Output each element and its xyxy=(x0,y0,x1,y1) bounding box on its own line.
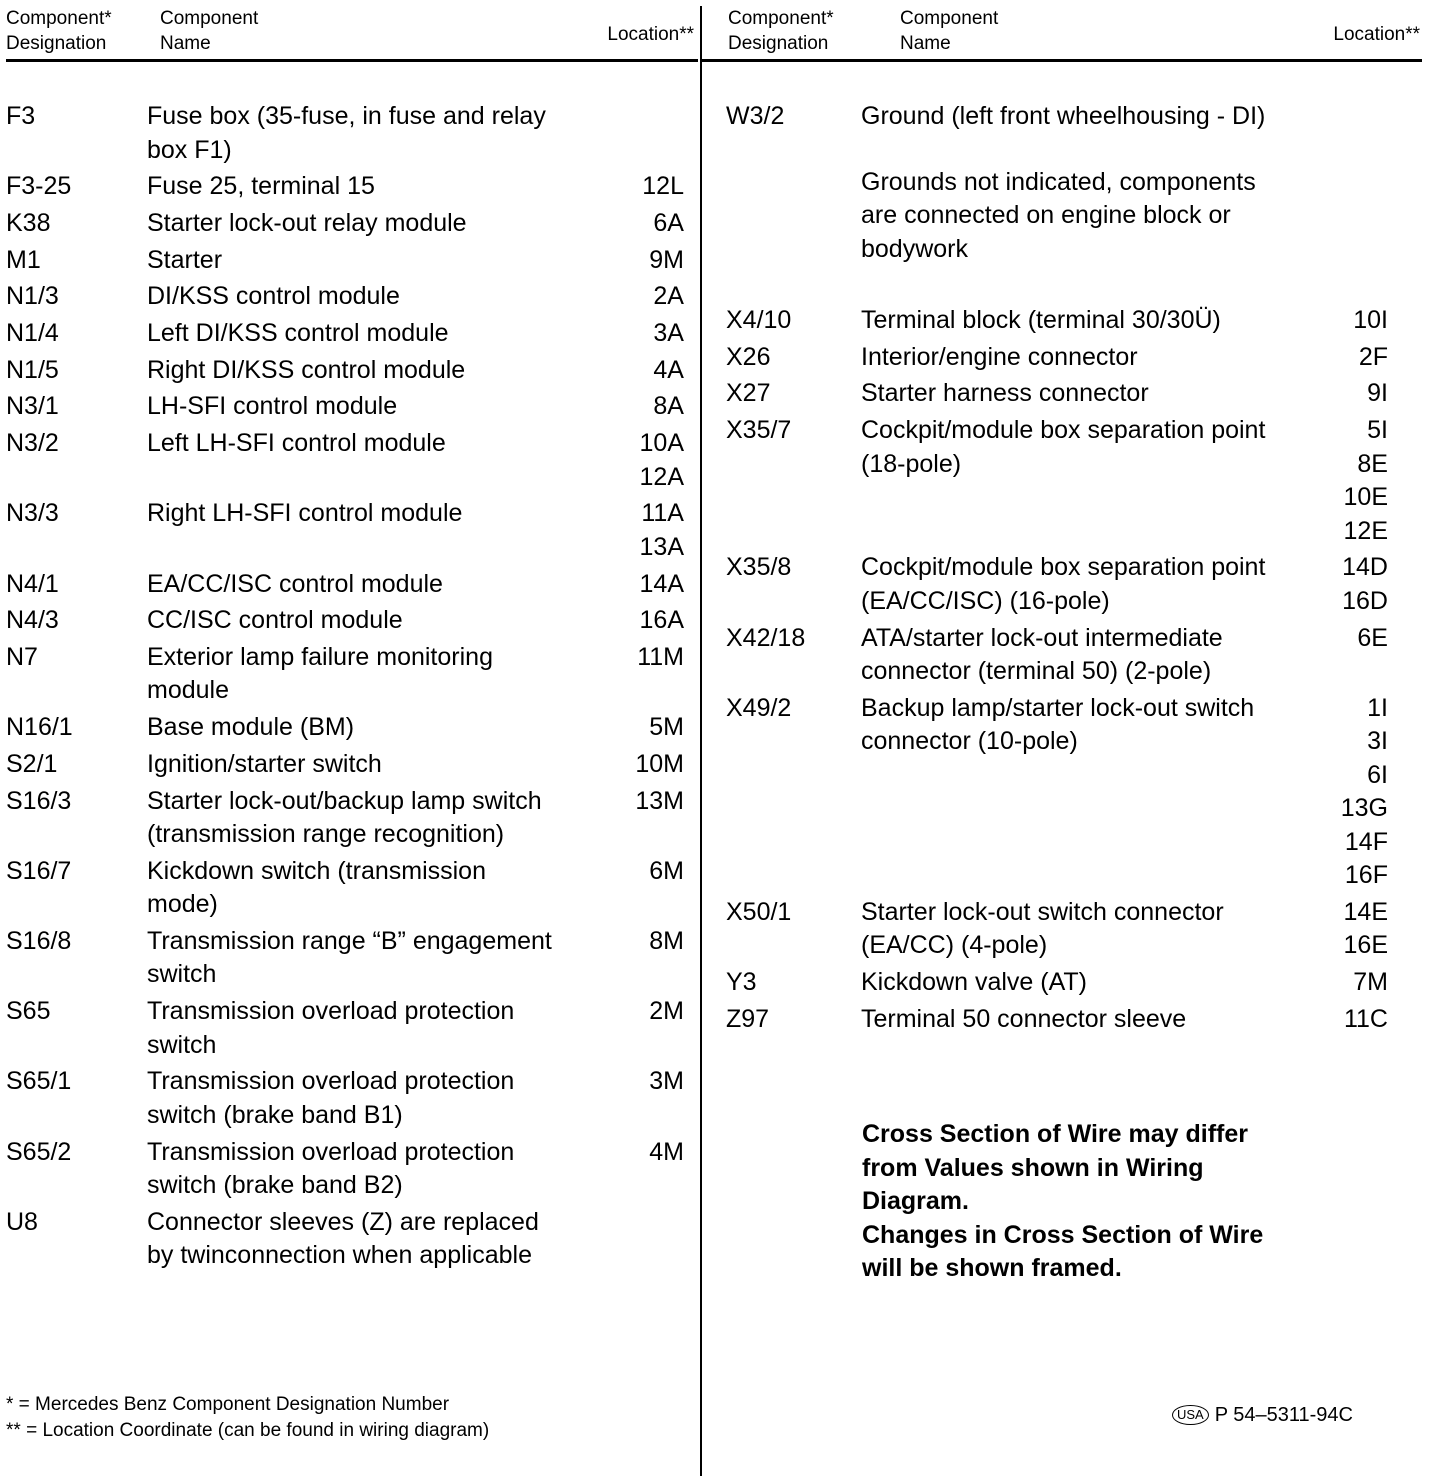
component-row xyxy=(726,1003,1426,1037)
component-location xyxy=(604,317,684,351)
component-name-line: (18-pole) xyxy=(861,449,962,478)
component-location xyxy=(1308,551,1388,618)
component-name xyxy=(147,244,222,278)
location-coordinate: 16F xyxy=(1344,861,1388,890)
component-row xyxy=(726,304,1426,338)
component-designation: S65 xyxy=(6,997,51,1026)
component-row xyxy=(6,497,706,564)
component-location xyxy=(1308,622,1388,656)
component-location xyxy=(604,170,684,204)
component-name xyxy=(147,390,397,424)
component-name-line: Transmission overload protection xyxy=(147,997,515,1026)
header-rule xyxy=(702,59,1422,62)
component-name-line: Cockpit/module box separation point xyxy=(861,416,1266,445)
component-designation: S65/1 xyxy=(6,1067,72,1096)
location-coordinate: 5M xyxy=(649,713,684,742)
component-name xyxy=(147,711,354,745)
component-designation: S16/3 xyxy=(6,786,72,815)
component-row xyxy=(6,1065,706,1132)
component-location xyxy=(604,1065,684,1099)
component-name-line: ATA/starter lock-out intermediate xyxy=(861,623,1223,652)
location-coordinate: 3M xyxy=(649,1067,684,1096)
location-coordinate: 3I xyxy=(1367,727,1388,756)
location-coordinate: 2M xyxy=(649,997,684,1026)
component-name xyxy=(147,207,467,241)
component-row xyxy=(726,377,1426,411)
location-coordinate: 7M xyxy=(1353,968,1388,997)
component-name-line: Fuse 25, terminal 15 xyxy=(147,172,375,201)
component-name xyxy=(861,341,1138,375)
component-name xyxy=(147,280,400,314)
location-coordinate: 16D xyxy=(1342,586,1388,615)
component-name-line: switch (brake band B1) xyxy=(147,1100,403,1129)
component-name xyxy=(147,568,443,602)
component-name-line: connector (terminal 50) (2-pole) xyxy=(861,657,1212,685)
location-coordinate: 6A xyxy=(653,208,684,237)
component-name xyxy=(147,641,493,708)
name-header: Component Name xyxy=(900,8,999,54)
component-name-line: Starter xyxy=(147,245,223,274)
usa-badge: USA xyxy=(1172,1405,1209,1425)
component-name xyxy=(147,170,375,204)
location-coordinate: 13A xyxy=(639,532,684,561)
component-row xyxy=(6,785,706,852)
location-coordinate: 16E xyxy=(1343,931,1388,960)
component-name-line: Kickdown valve (AT) xyxy=(861,968,1087,997)
component-name-line: switch xyxy=(147,960,217,989)
component-row xyxy=(726,622,1426,689)
component-row xyxy=(6,604,706,638)
component-name xyxy=(861,551,1265,618)
component-name xyxy=(147,427,446,461)
component-name-line: Kickdown switch (transmission xyxy=(147,856,486,885)
location-coordinate: 6M xyxy=(649,856,684,885)
component-name-line: Cockpit/module box separation point xyxy=(861,553,1266,582)
component-location xyxy=(604,497,684,564)
component-name-line: box F1) xyxy=(147,135,232,164)
component-name xyxy=(861,692,1254,759)
component-row xyxy=(6,354,706,388)
component-location xyxy=(604,641,684,675)
component-name-line: Starter lock-out switch connector xyxy=(861,897,1224,926)
component-location xyxy=(604,207,684,241)
component-name-line: Grounds not indicated, components xyxy=(861,167,1256,196)
component-name-line: Exterior lamp failure monitoring xyxy=(147,642,493,671)
component-location xyxy=(1308,341,1388,375)
component-location xyxy=(604,280,684,314)
component-name xyxy=(147,925,552,992)
component-name xyxy=(147,855,486,922)
component-designation: N1/5 xyxy=(6,355,59,384)
component-name-line: Base module (BM) xyxy=(147,713,355,742)
footnote-single-asterisk: * = Mercedes Benz Component Designation Number xyxy=(6,1394,450,1415)
component-name xyxy=(147,995,514,1062)
component-name xyxy=(147,1206,539,1273)
location-coordinate: 4M xyxy=(649,1137,684,1166)
component-name-line: Transmission overload protection xyxy=(147,1137,515,1166)
component-location xyxy=(604,1136,684,1170)
location-coordinate: 6E xyxy=(1357,623,1388,652)
location-coordinate: 2A xyxy=(653,282,684,311)
location-coordinate: 9M xyxy=(649,245,684,274)
location-coordinate: 12E xyxy=(1343,516,1388,545)
component-row xyxy=(6,100,706,167)
component-designation: S16/7 xyxy=(6,856,72,885)
component-row xyxy=(726,341,1426,375)
location-coordinate: 14E xyxy=(1343,897,1388,926)
component-location xyxy=(604,390,684,424)
component-row xyxy=(6,170,706,204)
component-name-line: (EA/CC) (4-pole) xyxy=(861,931,1048,960)
component-name xyxy=(147,354,465,388)
component-name-line: Terminal 50 connector sleeve xyxy=(861,1004,1187,1033)
component-location xyxy=(1308,1003,1388,1037)
component-row xyxy=(6,995,706,1062)
component-designation: M1 xyxy=(6,245,41,274)
location-header: Location** xyxy=(1333,24,1420,45)
component-name-line: Interior/engine connector xyxy=(861,342,1138,371)
component-name-line: bodywork xyxy=(861,234,968,263)
component-name-line: by twinconnection when applicable xyxy=(147,1241,532,1270)
component-name xyxy=(861,377,1149,411)
wire-cross-section-note: Cross Section of Wire may differ from Values shown in Wiring Diagram. Changes in Cross Section of Wire will be shown framed. xyxy=(862,1120,1264,1282)
component-row xyxy=(6,390,706,424)
component-designation: F3 xyxy=(6,102,36,130)
component-name-line: Left DI/KSS control module xyxy=(147,319,449,347)
component-designation: X35/7 xyxy=(726,416,792,445)
component-row xyxy=(6,641,706,708)
component-name xyxy=(147,785,542,852)
component-row xyxy=(6,855,706,922)
component-designation: S16/8 xyxy=(6,926,72,955)
component-location xyxy=(1308,692,1388,893)
component-name-line: (EA/CC/ISC) (16-pole) xyxy=(861,586,1110,615)
component-location xyxy=(604,748,684,782)
component-designation: Y3 xyxy=(726,968,757,997)
location-coordinate: 8M xyxy=(649,926,684,955)
component-name xyxy=(861,1003,1186,1037)
component-name xyxy=(861,622,1223,689)
component-row xyxy=(726,896,1426,963)
component-row xyxy=(726,551,1426,618)
component-location xyxy=(604,354,684,388)
component-name-line: Transmission range “B” engagement xyxy=(147,926,552,955)
component-row xyxy=(6,748,706,782)
component-name-line: connector (10-pole) xyxy=(861,727,1078,756)
left-table-header xyxy=(6,6,696,58)
location-coordinate: 14A xyxy=(639,569,684,598)
location-coordinate: 12L xyxy=(642,172,684,201)
component-name xyxy=(861,100,1265,134)
location-coordinate: 3A xyxy=(653,319,684,347)
component-location xyxy=(604,427,684,494)
document-code xyxy=(1172,1400,1353,1430)
component-name-line: LH-SFI control module xyxy=(147,392,398,421)
component-designation: N1/3 xyxy=(6,282,59,311)
component-designation: U8 xyxy=(6,1207,38,1236)
header-rule xyxy=(6,59,698,62)
component-name-line: CC/ISC control module xyxy=(147,606,403,635)
component-name xyxy=(147,604,403,638)
location-coordinate: 8A xyxy=(653,392,684,421)
location-coordinate: 13M xyxy=(635,786,684,815)
document-number: P 54–5311-94C xyxy=(1214,1404,1353,1426)
component-row xyxy=(6,317,706,351)
component-location xyxy=(1308,304,1388,338)
component-row xyxy=(6,1206,706,1273)
component-designation: Z97 xyxy=(726,1004,770,1033)
component-name-line: Right LH-SFI control module xyxy=(147,499,463,528)
component-name-line: Starter harness connector xyxy=(861,379,1149,408)
component-designation: N4/3 xyxy=(6,606,59,635)
component-name-line: EA/CC/ISC control module xyxy=(147,569,443,598)
component-location xyxy=(604,995,684,1029)
component-designation: F3-25 xyxy=(6,172,72,201)
component-row xyxy=(726,166,1426,267)
component-designation: N4/1 xyxy=(6,569,59,598)
component-designation: K38 xyxy=(6,208,51,237)
component-row xyxy=(726,414,1426,548)
location-coordinate: 13G xyxy=(1340,794,1388,823)
location-header: Location** xyxy=(607,24,694,45)
location-coordinate: 10A xyxy=(639,429,684,458)
component-name xyxy=(147,317,449,351)
component-row xyxy=(6,427,706,494)
component-name-line: Fuse box (35-fuse, in fuse and relay xyxy=(147,102,546,130)
component-name xyxy=(147,1136,514,1203)
component-name xyxy=(861,966,1087,1000)
component-name-line: Ignition/starter switch xyxy=(147,749,382,778)
location-coordinate: 5I xyxy=(1367,416,1388,445)
component-name-line: module xyxy=(147,676,229,705)
component-name-line: Ground (left front wheelhousing - DI) xyxy=(861,102,1266,130)
component-name-line: Connector sleeves (Z) are replaced xyxy=(147,1207,539,1236)
location-coordinate: 1I xyxy=(1367,693,1388,722)
component-name-line: Starter lock-out relay module xyxy=(147,208,467,237)
component-name xyxy=(147,100,546,167)
component-row xyxy=(6,568,706,602)
component-designation: N16/1 xyxy=(6,713,73,742)
component-location xyxy=(1308,377,1388,411)
component-row xyxy=(6,1136,706,1203)
column-divider xyxy=(700,6,702,1476)
component-designation: N3/1 xyxy=(6,392,59,421)
component-designation: W3/2 xyxy=(726,102,785,130)
location-coordinate: 6I xyxy=(1367,760,1388,789)
component-name xyxy=(861,304,1221,338)
location-coordinate: 10E xyxy=(1343,483,1388,512)
component-location xyxy=(604,711,684,745)
component-name xyxy=(147,1065,514,1132)
designation-header: Component* Designation xyxy=(728,8,834,54)
component-row xyxy=(726,100,1426,134)
location-coordinate: 9I xyxy=(1367,379,1388,408)
component-location xyxy=(604,855,684,889)
location-coordinate: 2F xyxy=(1358,342,1388,371)
component-name-line: Starter lock-out/backup lamp switch xyxy=(147,786,542,815)
component-location xyxy=(1308,966,1388,1000)
right-table-header xyxy=(728,6,1422,58)
designation-header: Component* Designation xyxy=(6,8,112,54)
component-name-line: Backup lamp/starter lock-out switch xyxy=(861,693,1255,722)
location-coordinate: 4A xyxy=(653,355,684,384)
location-coordinate: 11C xyxy=(1343,1004,1388,1033)
component-row xyxy=(726,692,1426,893)
component-location xyxy=(604,785,684,819)
component-location xyxy=(1308,414,1388,548)
component-name xyxy=(861,896,1224,963)
location-coordinate: 10I xyxy=(1353,306,1388,334)
component-name-line: Terminal block (terminal 30/30Ü) xyxy=(861,306,1221,334)
component-name xyxy=(861,414,1265,481)
component-row xyxy=(6,244,706,278)
component-location xyxy=(604,568,684,602)
component-designation: X50/1 xyxy=(726,897,792,926)
component-name-line: DI/KSS control module xyxy=(147,282,400,311)
component-designation: S2/1 xyxy=(6,749,58,778)
component-designation: X26 xyxy=(726,342,771,371)
component-designation: S65/2 xyxy=(6,1137,72,1166)
component-name-line: Right DI/KSS control module xyxy=(147,355,466,384)
component-name-line: (transmission range recognition) xyxy=(147,820,505,848)
location-coordinate: 11A xyxy=(641,499,684,528)
component-location xyxy=(604,244,684,278)
location-coordinate: 14D xyxy=(1342,553,1388,582)
location-coordinate: 12A xyxy=(639,462,684,491)
component-designation: N3/3 xyxy=(6,499,59,528)
component-designation: X27 xyxy=(726,379,771,408)
component-designation: N3/2 xyxy=(6,429,59,458)
component-location xyxy=(604,925,684,959)
component-location xyxy=(604,604,684,638)
component-row xyxy=(726,966,1426,1000)
component-name-line: mode) xyxy=(147,890,218,919)
component-name-line: switch (brake band B2) xyxy=(147,1171,403,1199)
component-row xyxy=(6,925,706,992)
location-coordinate: 11M xyxy=(637,642,684,671)
name-header: Component Name xyxy=(160,8,259,54)
component-row xyxy=(6,280,706,314)
component-row xyxy=(6,207,706,241)
component-designation: N7 xyxy=(6,642,38,671)
component-location xyxy=(1308,896,1388,963)
component-row xyxy=(6,711,706,745)
component-name-line: are connected on engine block or xyxy=(861,201,1231,229)
component-name-line: Transmission overload protection xyxy=(147,1067,515,1096)
location-coordinate: 10M xyxy=(635,749,684,778)
component-designation: X35/8 xyxy=(726,553,792,582)
component-name xyxy=(147,748,382,782)
footnote-double-asterisk: ** = Location Coordinate (can be found in wiring diagram) xyxy=(6,1420,490,1441)
location-coordinate: 8E xyxy=(1357,449,1388,478)
component-designation: N1/4 xyxy=(6,319,59,347)
component-name-line: Left LH-SFI control module xyxy=(147,429,446,458)
component-designation: X4/10 xyxy=(726,306,792,334)
component-name xyxy=(147,497,462,531)
location-coordinate: 14F xyxy=(1344,827,1388,856)
component-designation: X42/18 xyxy=(726,623,806,652)
component-name-line: switch xyxy=(147,1030,217,1059)
component-designation: X49/2 xyxy=(726,693,792,722)
component-name xyxy=(861,166,1256,267)
location-coordinate: 16A xyxy=(639,606,684,635)
